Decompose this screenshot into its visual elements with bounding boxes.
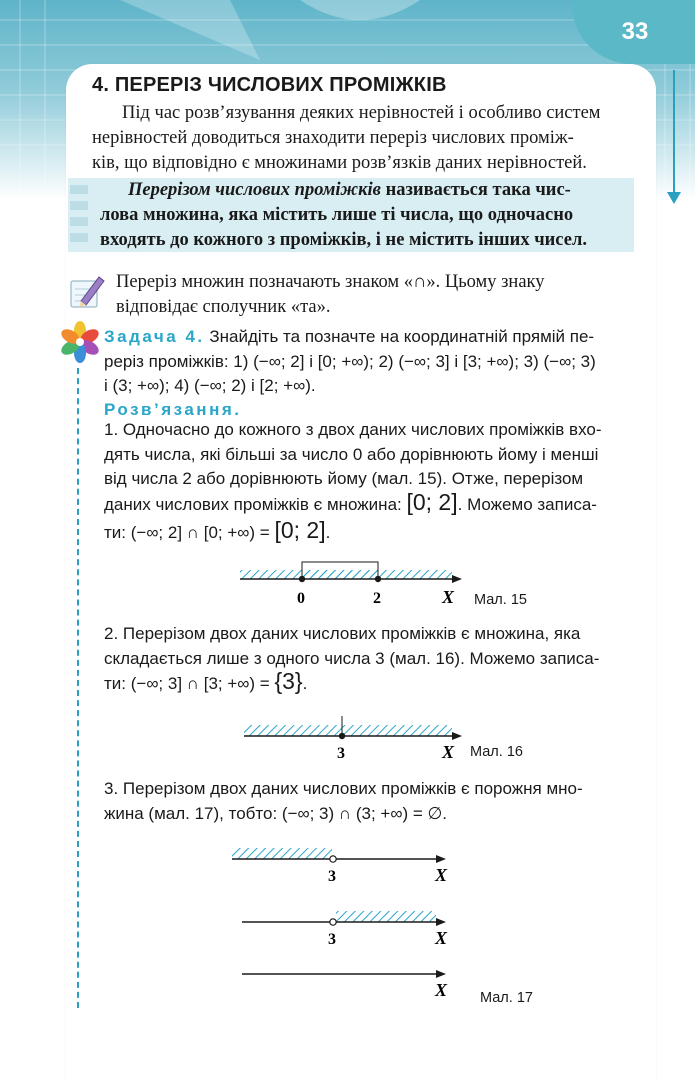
- note-line: Переріз множин позначають знаком «∩». Цьому знаку: [116, 272, 545, 292]
- figure-caption: Мал. 15: [474, 592, 527, 608]
- solution-line: ти: (−∞; 2] ∩ [0; +∞) =: [104, 523, 275, 542]
- definition-term: Перерізом числових проміжків: [128, 180, 381, 200]
- figure-15: [230, 556, 470, 612]
- axis-arrow-icon: [452, 732, 462, 740]
- intro-paragraph: [92, 101, 632, 176]
- margin-line: [673, 70, 675, 200]
- solution-paragraph-1: [104, 418, 634, 546]
- hatch-right-interval: [342, 725, 452, 736]
- point-3: [339, 733, 345, 739]
- definition-line: лова множина, яка містить лише ті числа, що одночасно: [100, 205, 574, 225]
- solution-label: Розв’язання.: [104, 400, 242, 419]
- axis-label: X: [442, 742, 455, 762]
- solution-line: 3. Перерізом двох даних числових проміжків є порожня мно-: [104, 779, 583, 798]
- solution-line: 2. Перерізом двох даних числових проміжків є множина, яка: [104, 624, 581, 643]
- open-point-3: [330, 919, 336, 925]
- solution-line: від числа 2 або дорівнюють йому (мал. 15). Отже, перерізом: [104, 469, 584, 488]
- tick-label: 3: [328, 931, 336, 948]
- note-line: відповідає сполучник «та».: [116, 297, 331, 317]
- set-notation: [0; 2]: [274, 517, 326, 543]
- axis-label: X: [435, 980, 448, 1000]
- solution-paragraph-2: [104, 622, 634, 697]
- point-0: [299, 576, 305, 582]
- section-heading: 4. ПЕРЕРІЗ ЧИСЛОВИХ ПРОМІЖКІВ: [92, 74, 447, 96]
- axis-arrow-icon: [436, 918, 446, 926]
- note-paragraph: [116, 270, 630, 320]
- margin-arrow-icon: [667, 192, 681, 204]
- set-notation: [0; 2]: [406, 488, 458, 515]
- page-number: 33: [621, 18, 649, 45]
- task-line: реріз проміжків: 1) (−∞; 2] і [0; +∞); 2) (−∞; 3] і [3; +∞); 3) (−∞; 3): [104, 351, 596, 371]
- definition-stripes: [70, 183, 92, 249]
- solution-line: ти: (−∞; 3] ∩ [3; +∞) =: [104, 674, 275, 693]
- tick-label: 2: [373, 590, 381, 607]
- axis-arrow-icon: [452, 575, 462, 583]
- solution-line: .: [325, 523, 331, 542]
- definition-line: входять до кожного з проміжків, і не містить інших чисел.: [100, 230, 587, 250]
- task-label: Задача 4.: [104, 327, 205, 346]
- axis-arrow-icon: [436, 855, 446, 863]
- task-dashed-line: [77, 368, 79, 1008]
- pencil-note-icon: [67, 271, 107, 311]
- solution-line: . Можемо записа-: [457, 494, 597, 514]
- task-line: і (3; +∞); 4) (−∞; 2) і [2; +∞).: [104, 376, 316, 395]
- intro-line: нерівностей доводиться знаходити переріз числових промiж-: [92, 128, 574, 148]
- axis-label: X: [435, 928, 448, 948]
- figure-caption: Мал. 16: [470, 744, 523, 760]
- axis-label: X: [435, 865, 448, 885]
- solution-line: складається лише з одного числа 3 (мал. 16). Можемо записа-: [104, 648, 600, 668]
- axis-label: X: [442, 587, 455, 607]
- task-paragraph: [104, 325, 634, 399]
- hatch-left-interval: [232, 848, 332, 859]
- figure-caption: Мал. 17: [480, 990, 533, 1006]
- tick-label: 3: [337, 745, 345, 762]
- task-line: Знайдіть та позначте на координатній прямій пе-: [204, 327, 595, 346]
- tick-label: 3: [328, 868, 336, 885]
- figure-17: [222, 840, 462, 1010]
- set-notation: {3}: [274, 668, 303, 694]
- solution-line: дять числа, які більші за число 0 або дорівнюють йому і менші: [104, 444, 599, 464]
- hatch-left-interval: [244, 725, 342, 736]
- solution-paragraph-3: [104, 777, 634, 826]
- tick-label: 0: [297, 590, 305, 607]
- point-2: [375, 576, 381, 582]
- open-point-3: [330, 856, 336, 862]
- solution-line: жина (мал. 17), тобто: (−∞; 3) ∩ (3; +∞) = ∅.: [104, 803, 448, 823]
- intro-line: Під час розв’язування деяких нерівностей і особливо систем: [122, 103, 601, 123]
- hatch-right-interval: [336, 911, 436, 922]
- solution-line: .: [302, 674, 308, 693]
- solution-line: 1. Одночасно до кожного з двох даних числових проміжків вхо-: [104, 420, 602, 439]
- flower-task-icon: [58, 320, 102, 364]
- intro-line: ків, що відповідно є множинами розв’язків даних нерівностей.: [92, 153, 587, 173]
- axis-arrow-icon: [436, 970, 446, 978]
- definition-line: називається така чис-: [380, 180, 571, 200]
- definition-text: [100, 178, 624, 253]
- figure-16: [230, 712, 470, 762]
- solution-line: даних числових проміжків є множина:: [104, 494, 407, 514]
